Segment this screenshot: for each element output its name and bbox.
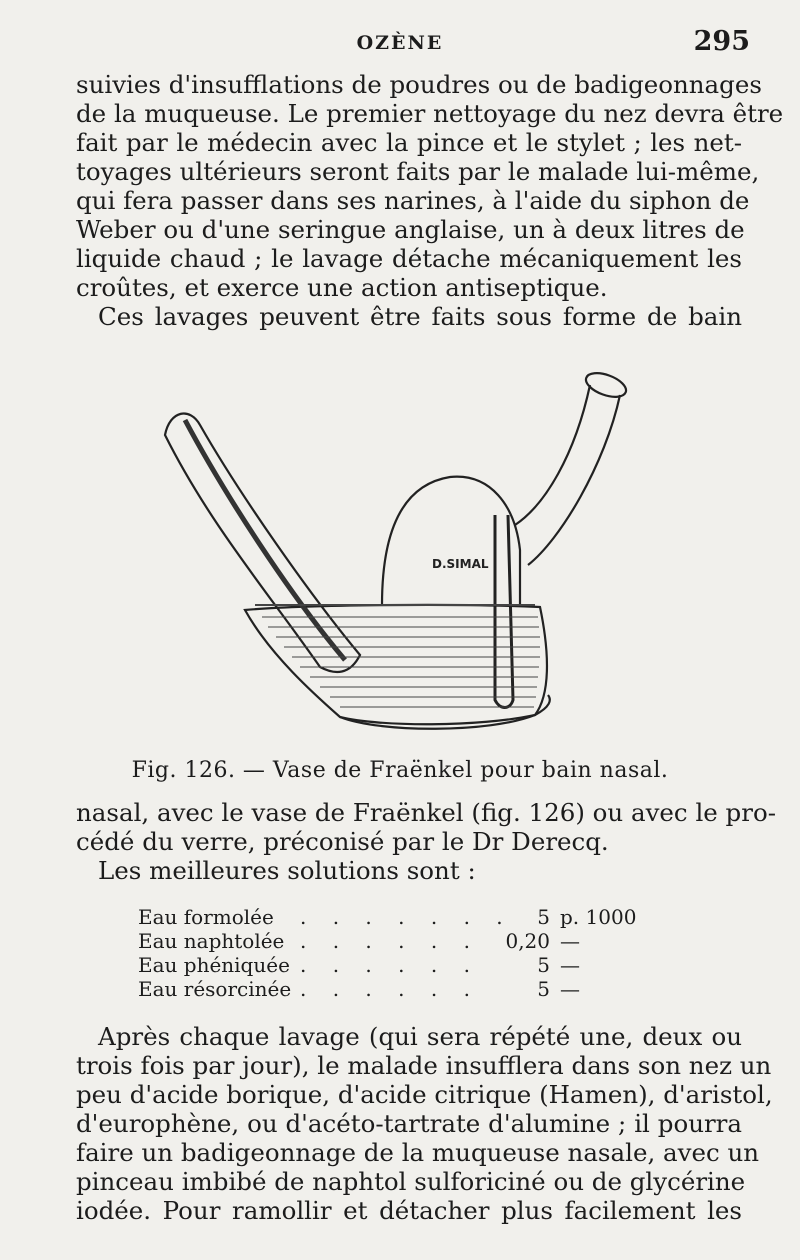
solution-name: Eau naphtolée <box>138 929 285 953</box>
text-line: trois fois par jour), le malade insufflera dans son nez un <box>76 1051 772 1080</box>
page-number: 295 <box>693 26 750 57</box>
solution-value: 5 <box>537 905 550 929</box>
paragraph-3 <box>76 1022 773 1225</box>
list-item <box>138 905 658 929</box>
text-line: Les meilleures solutions sont : <box>98 856 476 885</box>
list-item <box>138 929 658 953</box>
running-title: OZÈNE <box>356 32 444 54</box>
paragraph-1 <box>76 70 784 331</box>
text-line: fait par le médecin avec la pince et le stylet ; les net- <box>76 128 742 157</box>
solution-unit: — <box>560 953 580 977</box>
fraenkel-vase-illustration <box>150 355 660 750</box>
leader-dots: . . . . . . <box>300 953 480 977</box>
text-line: toyages ultérieurs seront faits par le malade lui-même, <box>76 157 760 186</box>
text-line: peu d'acide borique, d'acide citrique (Hamen), d'aristol, <box>76 1080 773 1109</box>
leader-dots: . . . . . . . <box>300 905 513 929</box>
list-item <box>138 953 658 977</box>
text-line: d'europhène, ou d'acéto-tartrate d'alumine ; il pourra <box>76 1109 742 1138</box>
page-header <box>0 26 800 66</box>
vase-left-nozzle <box>165 414 360 672</box>
solution-value: 5 <box>537 953 550 977</box>
solution-value: 0,20 <box>505 929 550 953</box>
text-line: Ces lavages peuvent être faits sous forme de bain <box>98 302 742 331</box>
solutions-list <box>138 905 658 1001</box>
text-line: iodée. Pour ramollir et détacher plus facilement les <box>76 1196 742 1225</box>
solution-unit: p. 1000 <box>560 905 637 929</box>
text-line: Weber ou d'une seringue anglaise, un à deux litres de <box>76 215 745 244</box>
solution-unit: — <box>560 977 580 1001</box>
text-line: de la muqueuse. Le premier nettoyage du nez devra être <box>76 99 784 128</box>
vase-inner-tube <box>495 515 513 708</box>
text-line: cédé du verre, préconisé par le Dr Derecq. <box>76 827 609 856</box>
solution-name: Eau phéniquée <box>138 953 290 977</box>
paragraph-2 <box>76 798 776 885</box>
figure-caption: Fig. 126. — Vase de Fraënkel pour bain nasal. <box>131 758 669 783</box>
list-item <box>138 977 658 1001</box>
text-line: liquide chaud ; le lavage détache mécaniquement les <box>76 244 742 273</box>
text-line: faire un badigeonnage de la muqueuse nasale, avec un <box>76 1138 760 1167</box>
vase-right-spout <box>515 385 620 565</box>
leader-dots: . . . . . . <box>300 977 480 1001</box>
solution-name: Eau résorcinée <box>138 977 292 1001</box>
solution-name: Eau formolée <box>138 905 274 929</box>
text-line: pinceau imbibé de naphtol sulforiciné ou de glycérine <box>76 1167 746 1196</box>
text-line: nasal, avec le vase de Fraënkel (fig. 126) ou avec le pro- <box>76 798 776 827</box>
leader-dots: . . . . . . <box>300 929 480 953</box>
engraver-label: D.SIMAL <box>432 557 489 571</box>
text-line: suivies d'insufflations de poudres ou de badigeonnages <box>76 70 762 99</box>
solution-unit: — <box>560 929 580 953</box>
text-line: qui fera passer dans ses narines, à l'aide du siphon de <box>76 186 750 215</box>
solution-value: 5 <box>537 977 550 1001</box>
text-line: Après chaque lavage (qui sera répété une, deux ou <box>98 1022 742 1051</box>
vase-dome <box>382 477 520 605</box>
text-line: croûtes, et exerce une action antiseptique. <box>76 273 608 302</box>
